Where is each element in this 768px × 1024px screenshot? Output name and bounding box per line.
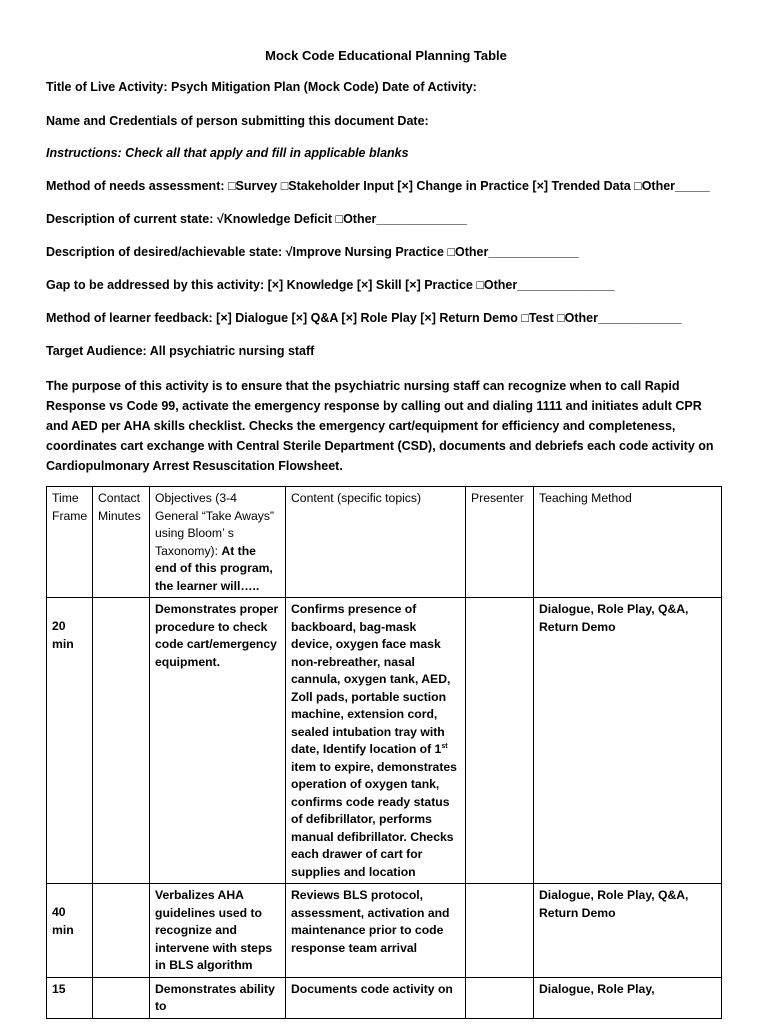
- row-time: 15: [47, 977, 93, 1018]
- row-minutes: [93, 977, 150, 1018]
- row-presenter: [466, 977, 534, 1018]
- row-presenter: [466, 598, 534, 884]
- activity-title-line: Title of Live Activity: Psych Mitigation Plan (Mock Code) Date of Activity:: [46, 80, 477, 94]
- submitter-line: Name and Credentials of person submitting this document Date:: [46, 114, 429, 128]
- row-minutes: [93, 598, 150, 884]
- header-contact-minutes: Contact Minutes: [93, 487, 150, 598]
- document-title: Mock Code Educational Planning Table: [265, 48, 507, 63]
- header-content: Content (specific topics): [286, 487, 466, 598]
- row-method: Dialogue, Role Play, Q&A, Return Demo: [534, 884, 722, 978]
- row-content-superscript: st: [441, 742, 448, 750]
- header-presenter: Presenter: [466, 487, 534, 598]
- table-header-row: [47, 487, 722, 598]
- row-objective: Verbalizes AHA guidelines used to recognize and intervene with steps in BLS algorithm: [150, 884, 286, 978]
- planning-table: [46, 486, 722, 1019]
- row-time: 20 min: [47, 598, 93, 884]
- table-row: [47, 598, 722, 884]
- header-objectives: [150, 487, 286, 598]
- row-minutes: [93, 884, 150, 978]
- row-content-text-cont: item to expire, demonstrates operation of oxygen tank, confirms code ready status of defibrillator, performs manual defibrillator. Checks each drawer of cart for supplies and location: [291, 759, 457, 879]
- row-objective: Demonstrates ability to: [150, 977, 286, 1018]
- header-objectives-text: Objectives (3-4 General “Take Aways” using Bloom’ s Taxonomy):: [155, 491, 274, 558]
- header-objectives-subtext: At the end of this program, the learner will…..: [155, 543, 273, 593]
- needs-assessment-line: Method of needs assessment: □Survey □Stakeholder Input [×] Change in Practice [×] Trended Data □Other_____: [46, 179, 710, 193]
- row-content: [286, 598, 466, 884]
- target-audience-line: Target Audience: All psychiatric nursing staff: [46, 344, 315, 358]
- row-content-text: Confirms presence of backboard, bag-mask device, oxygen face mask non-rebreather, nasal cannula, oxygen tank, AED, Zoll pads, portable suction machine, extension cord, sealed intubation tray with date, Identify location of 1: [291, 602, 451, 756]
- instructions-line: Instructions: Check all that apply and fill in applicable blanks: [46, 146, 409, 160]
- row-time: 40 min: [47, 884, 93, 978]
- row-objective: Demonstrates proper procedure to check code cart/emergency equipment.: [150, 598, 286, 884]
- row-method: Dialogue, Role Play, Q&A, Return Demo: [534, 598, 722, 884]
- header-teaching-method: Teaching Method: [534, 487, 722, 598]
- row-content: Reviews BLS protocol, assessment, activation and maintenance prior to code response team arrival: [286, 884, 466, 978]
- table-row: [47, 977, 722, 1018]
- row-presenter: [466, 884, 534, 978]
- row-content: Documents code activity on: [286, 977, 466, 1018]
- learner-feedback-line: Method of learner feedback: [×] Dialogue [×] Q&A [×] Role Play [×] Return Demo □Test □Other____________: [46, 311, 682, 325]
- purpose-paragraph: The purpose of this activity is to ensure that the psychiatric nursing staff can recognize when to call Rapid Response vs Code 99, activate the emergency response by calling out and dialing 1111 and initiates adult CPR and AED per AHA skills checklist. Checks the emergency cart/equipment for efficiency and completeness, coordinates cart exchange with Central Sterile Department (CSD), documents and debriefs each code activity on Cardiopulmonary Arrest Resuscitation Flowsheet.: [46, 379, 714, 473]
- header-time-frame: Time Frame: [47, 487, 93, 598]
- current-state-line: Description of current state: √Knowledge Deficit □Other_____________: [46, 212, 467, 226]
- gap-line: Gap to be addressed by this activity: [×] Knowledge [×] Skill [×] Practice □Other______________: [46, 278, 615, 292]
- table-row: [47, 884, 722, 978]
- row-method: Dialogue, Role Play,: [534, 977, 722, 1018]
- desired-state-line: Description of desired/achievable state: √Improve Nursing Practice □Other_____________: [46, 245, 579, 259]
